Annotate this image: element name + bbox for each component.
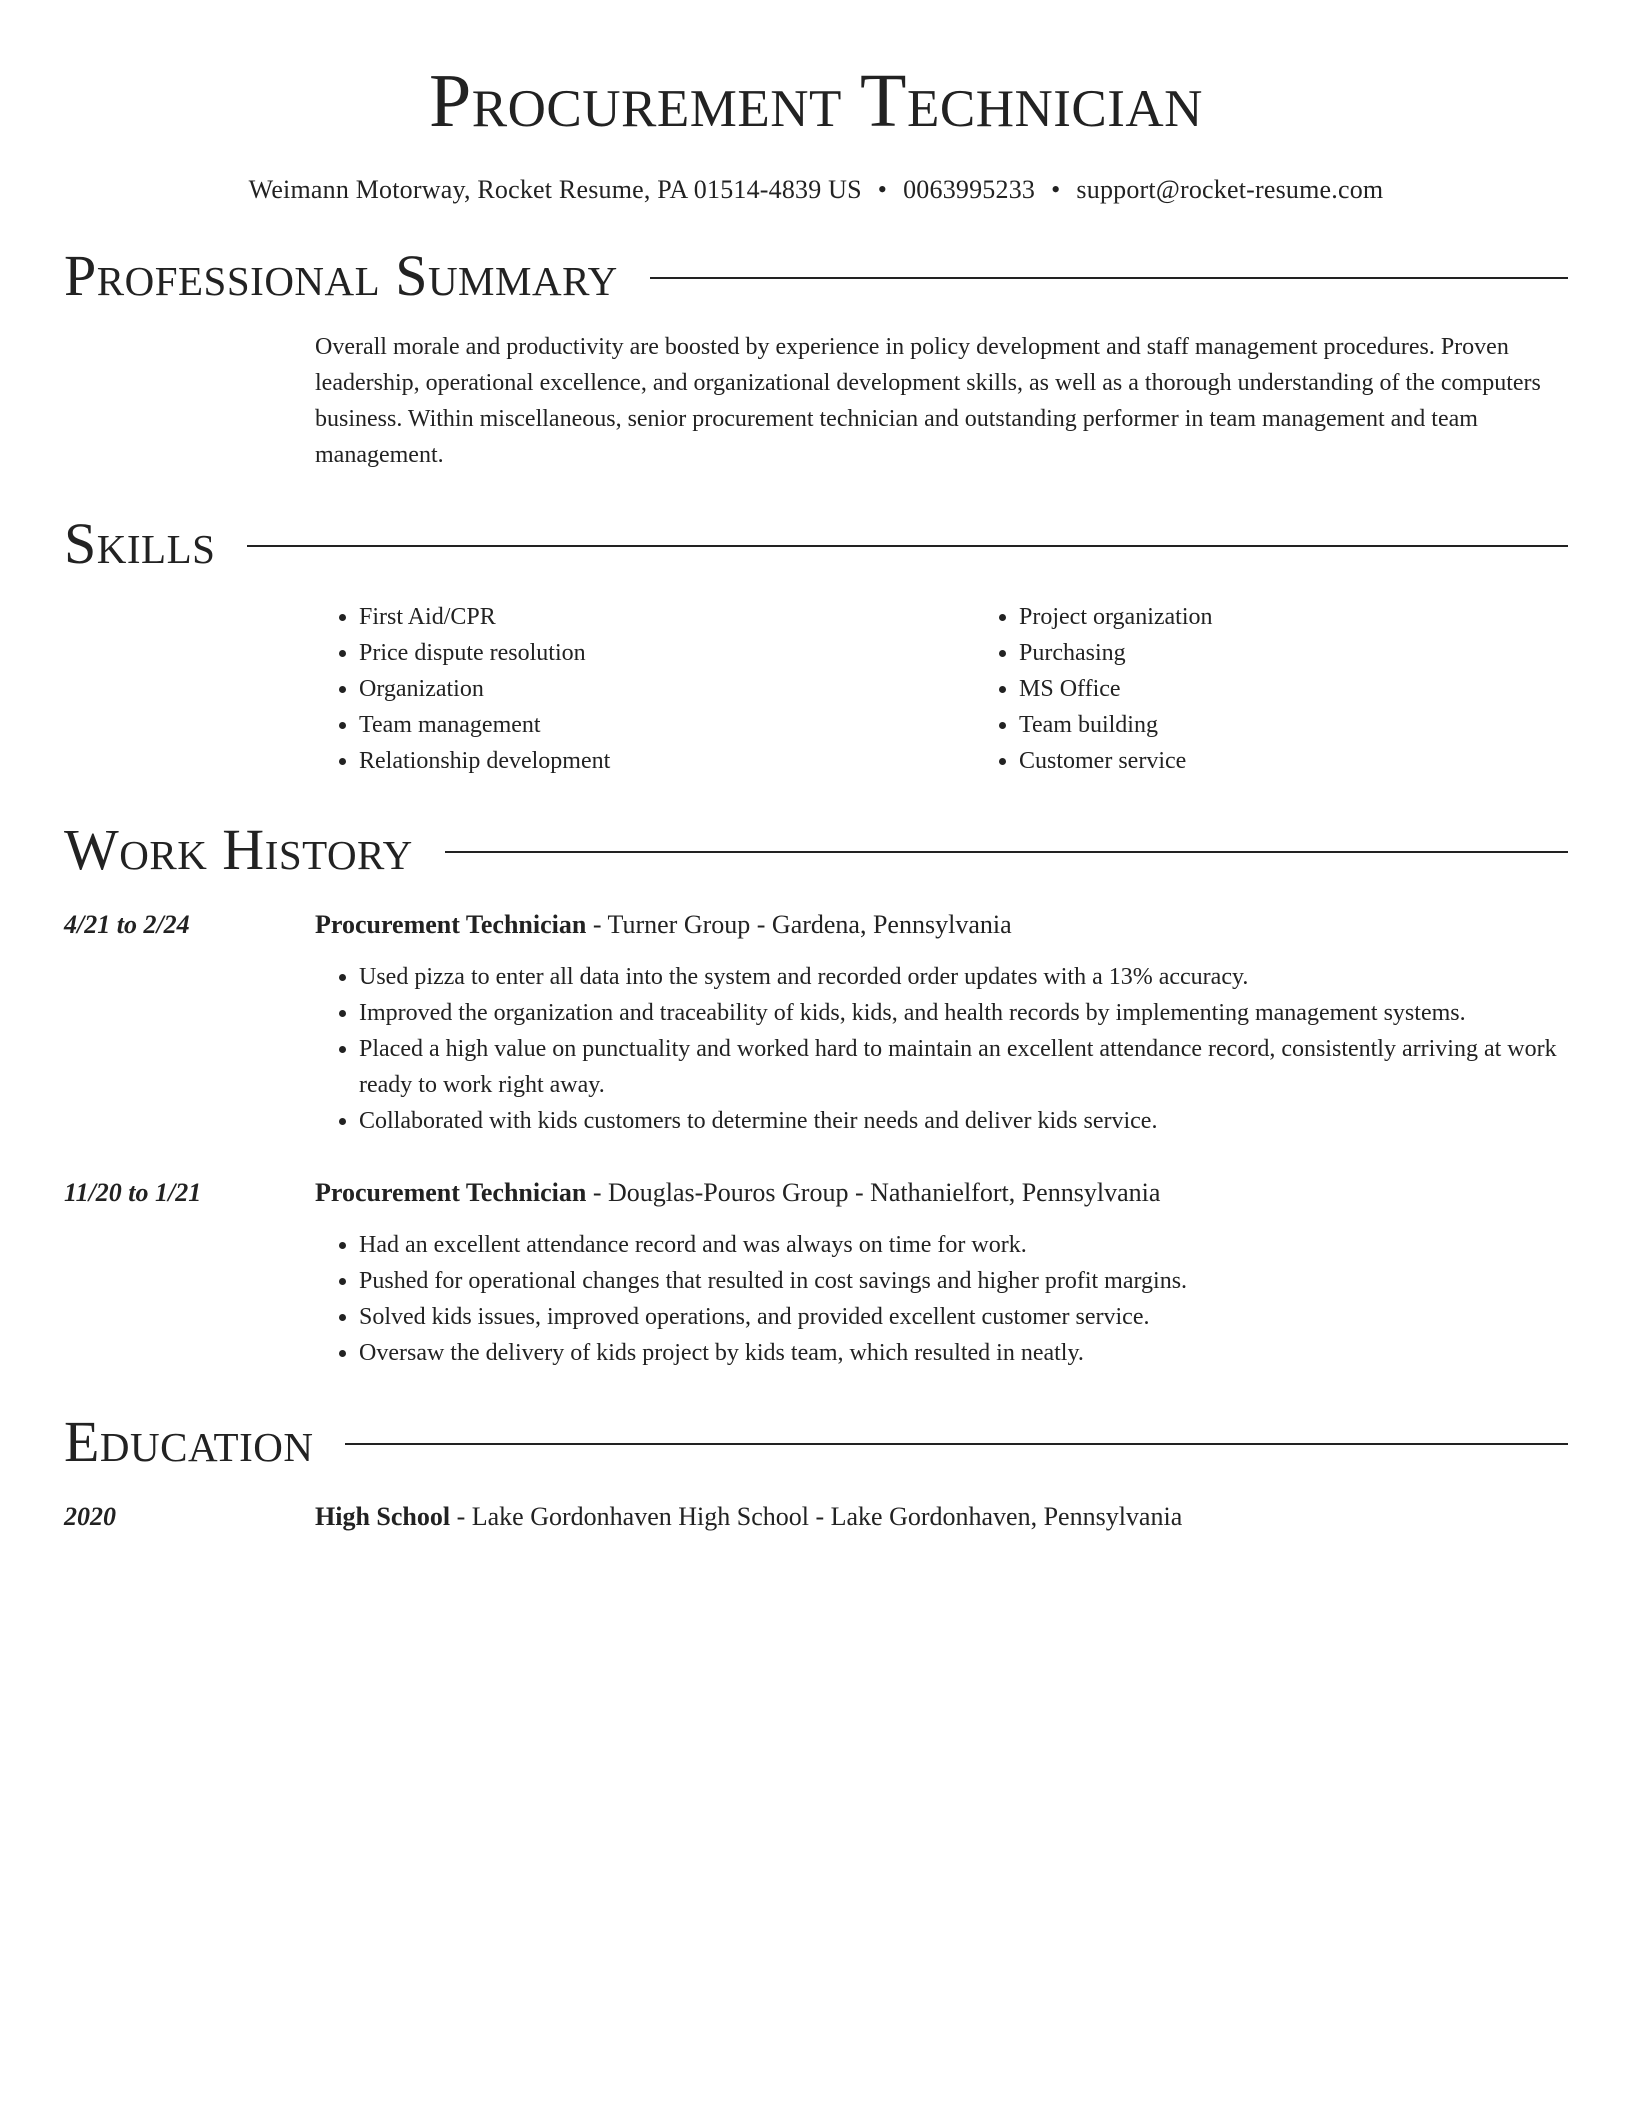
contact-email: support@rocket-resume.com <box>1076 175 1384 205</box>
skill-item: • Relationship development <box>359 743 975 779</box>
skills-section <box>64 509 1568 779</box>
job-bullet: • Placed a high value on punctuality and worked hard to maintain an excellent attendance record, consistently arriving at work ready to work right away. <box>359 1031 1568 1103</box>
skills-column-right <box>975 599 1632 779</box>
skill-item: • Team building <box>1019 707 1632 743</box>
education-section <box>64 1407 1568 1535</box>
job-heading <box>315 1175 1568 1211</box>
education-details: - Lake Gordonhaven High School - Lake Gordonhaven, Pennsylvania <box>450 1502 1183 1532</box>
skill-item: • First Aid/CPR <box>359 599 975 635</box>
job-entry <box>64 907 1568 1139</box>
section-divider <box>247 545 1568 547</box>
education-year: 2020 <box>64 1502 116 1532</box>
skill-item: • Purchasing <box>1019 635 1632 671</box>
section-divider <box>650 277 1568 279</box>
work-title: Work History <box>64 817 413 883</box>
job-details: - Turner Group - Gardena, Pennsylvania <box>586 910 1012 940</box>
education-heading <box>315 1499 1568 1535</box>
job-entry <box>64 1175 1568 1371</box>
job-role: Procurement Technician <box>315 910 587 940</box>
skill-item: • Project organization <box>1019 599 1632 635</box>
summary-text: Overall morale and productivity are boosted by experience in policy development and staff management procedures. Proven leadership, operational excellence, and organizational development skills, as well as a thorough understanding of the computers business. Within miscellaneous, senior procurement technician and outstanding performer in team management and team management. <box>315 334 1541 469</box>
skill-item: • Team management <box>359 707 975 743</box>
work-header <box>64 815 1568 885</box>
job-bullet: • Oversaw the delivery of kids project by kids team, which resulted in neatly. <box>359 1335 1568 1371</box>
skills-header <box>64 509 1568 579</box>
skills-list <box>315 599 1568 779</box>
job-role: Procurement Technician <box>315 1178 587 1208</box>
education-entry <box>64 1499 1568 1535</box>
contact-address: Weimann Motorway, Rocket Resume, PA 01514-4839 US <box>248 175 862 205</box>
job-bullets <box>315 1227 1568 1371</box>
summary-section <box>64 241 1568 473</box>
summary-title: Professional Summary <box>64 243 618 309</box>
skill-item: • MS Office <box>1019 671 1632 707</box>
job-dates: 4/21 to 2/24 <box>64 910 190 940</box>
job-dates: 11/20 to 1/21 <box>64 1178 202 1208</box>
job-body <box>315 907 1568 1139</box>
skill-item: • Organization <box>359 671 975 707</box>
job-details: - Douglas-Pouros Group - Nathanielfort, Pennsylvania <box>586 1178 1161 1208</box>
job-bullet: • Pushed for operational changes that resulted in cost savings and higher profit margins. <box>359 1263 1568 1299</box>
skills-title: Skills <box>64 511 216 577</box>
resume-name: Procurement Technician <box>429 59 1203 143</box>
job-bullet: • Solved kids issues, improved operations, and provided excellent customer service. <box>359 1299 1568 1335</box>
skill-item: • Customer service <box>1019 743 1632 779</box>
contact-separator: • <box>1051 175 1061 205</box>
job-bullet: • Improved the organization and traceability of kids, kids, and health records by implementing management systems. <box>359 995 1568 1031</box>
job-heading <box>315 907 1568 943</box>
skill-item: • Price dispute resolution <box>359 635 975 671</box>
summary-header <box>64 241 1568 311</box>
job-bullet: • Had an excellent attendance record and was always on time for work. <box>359 1227 1568 1263</box>
education-title: Education <box>64 1409 314 1475</box>
job-body <box>315 1175 1568 1371</box>
work-section <box>64 815 1568 1371</box>
job-bullet: • Collaborated with kids customers to determine their needs and deliver kids service. <box>359 1103 1568 1139</box>
contact-line <box>64 175 1568 205</box>
skills-column-left <box>315 599 975 779</box>
contact-phone: 0063995233 <box>903 175 1036 205</box>
section-divider <box>345 1443 1568 1445</box>
job-bullets <box>315 959 1568 1139</box>
education-degree: High School <box>315 1502 451 1532</box>
job-bullet: • Used pizza to enter all data into the system and recorded order updates with a 13% accuracy. <box>359 959 1568 995</box>
section-divider <box>445 851 1568 853</box>
education-body <box>315 1499 1568 1535</box>
education-header <box>64 1407 1568 1477</box>
contact-separator: • <box>877 175 888 205</box>
